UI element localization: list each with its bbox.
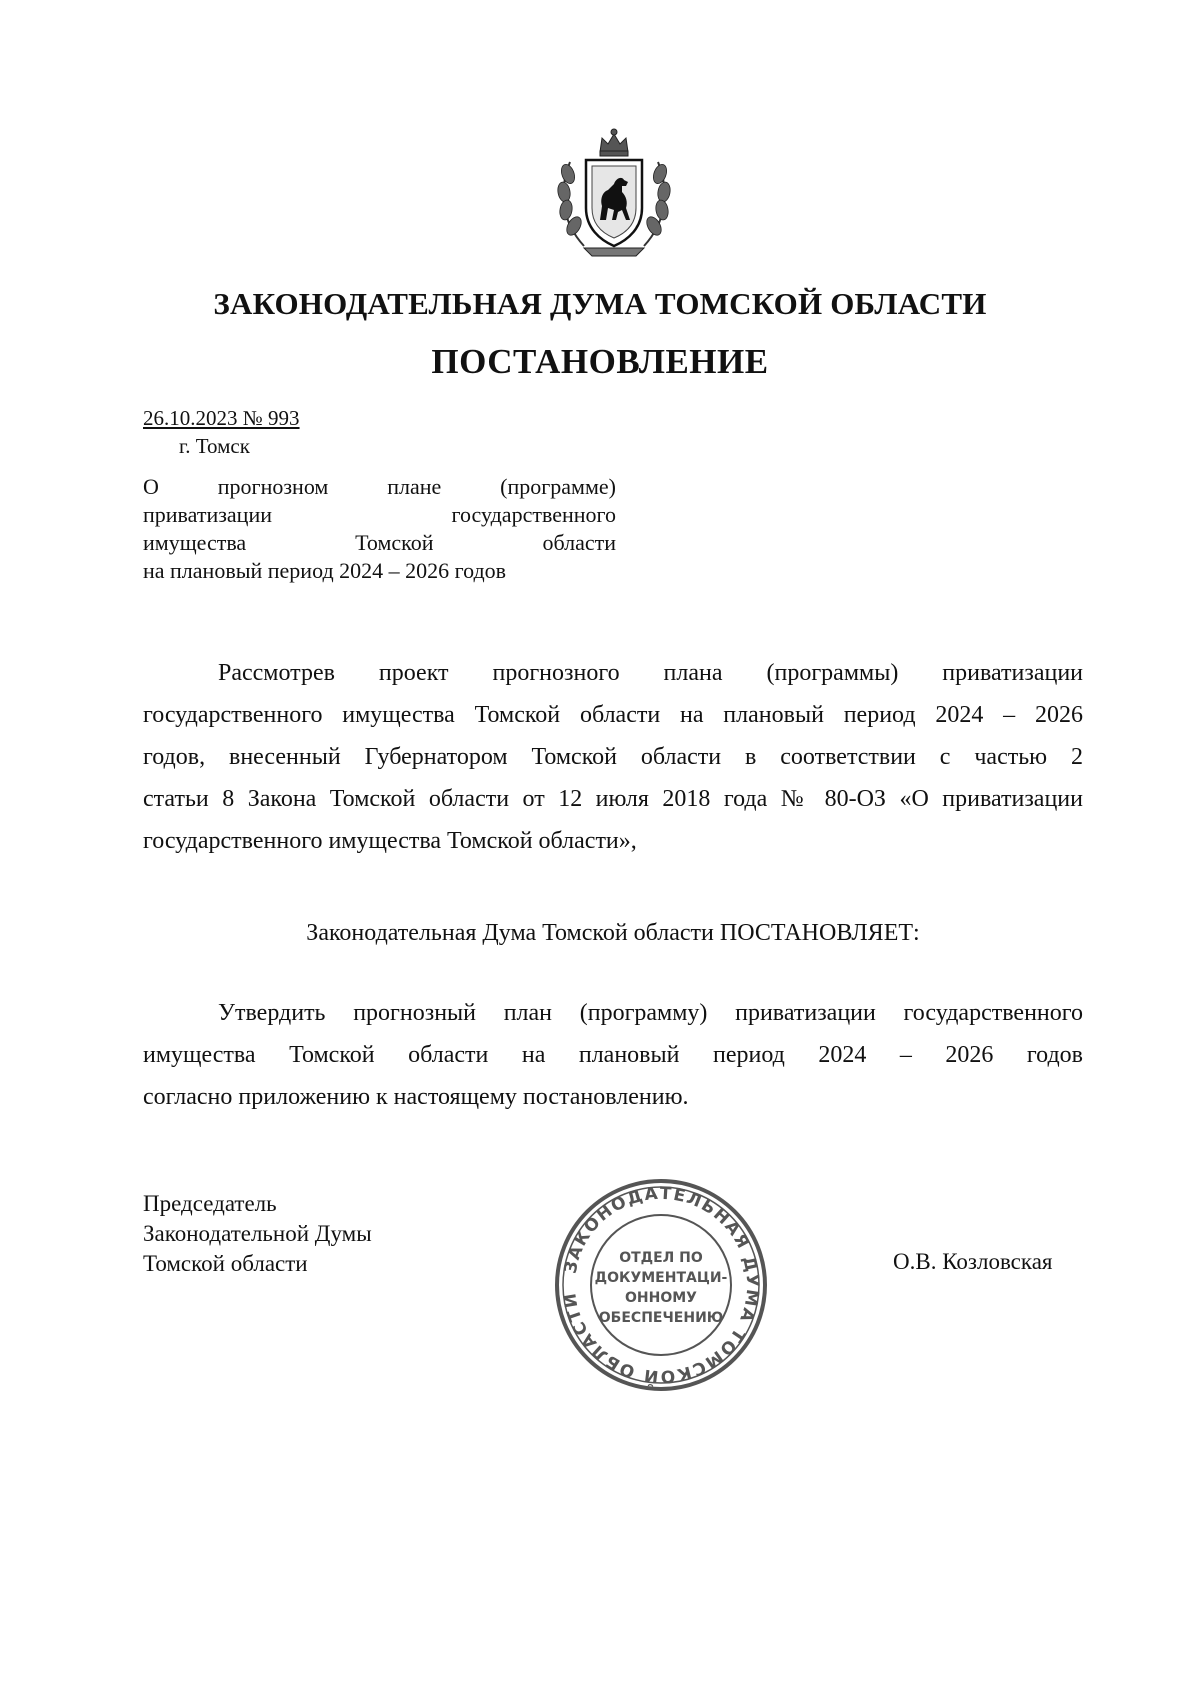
paragraph-line: статьи 8 Закона Томской области от 12 июля 2018 года № 80-ОЗ «О приватизации — [143, 786, 1083, 812]
paragraph-line: годов, внесенный Губернатором Томской области в соответствии с частью 2 — [143, 744, 1083, 770]
document-type-title: ПОСТАНОВЛЕНИЕ — [431, 342, 769, 381]
paragraph-line: согласно приложению к настоящему постановлению. — [143, 1084, 689, 1110]
document-date-number: 26.10.2023 № 993 — [143, 406, 300, 430]
stamp-ring-text: ЗАКОНОДАТЕЛЬНАЯ ДУМА ТОМСКОЙ ОБЛАСТИ — [560, 1183, 763, 1387]
stamp-center-line: ДОКУМЕНТАЦИ- — [594, 1270, 728, 1286]
document-subject — [143, 473, 616, 585]
official-stamp — [552, 1176, 770, 1394]
paragraph-line: Рассмотрев проект прогнозного плана (программы) приватизации — [218, 660, 1083, 686]
paragraph-line: государственного имущества Томской области на плановый период 2024 – 2026 — [143, 702, 1083, 728]
signer-name: О.В. Козловская — [893, 1249, 1053, 1274]
paragraph-line: государственного имущества Томской области», — [143, 828, 637, 854]
stamp-center-line: ОБЕСПЕЧЕНИЮ — [598, 1310, 724, 1326]
signer-position — [143, 1189, 372, 1279]
subject-line: приватизации государственного — [143, 502, 616, 527]
coat-of-arms-icon — [544, 122, 684, 262]
subject-line: имущества Томской области — [143, 530, 616, 555]
signer-position-line: Председатель — [143, 1191, 277, 1216]
stamp-center-line: ОННОМУ — [625, 1290, 697, 1306]
resolution-clause: Законодательная Дума Томской области ПОСТАНОВЛЯЕТ: — [306, 920, 920, 946]
stamp-center-line: ОТДЕЛ ПО — [619, 1250, 703, 1266]
document-city: г. Томск — [179, 434, 250, 458]
subject-line: О прогнозном плане (программе) — [143, 474, 616, 499]
signer-position-line: Законодательной Думы — [143, 1221, 372, 1246]
paragraph-line: Утвердить прогнозный план (программу) приватизации государственного — [218, 1000, 1083, 1026]
subject-line: на плановый период 2024 – 2026 годов — [143, 558, 507, 583]
organization-title: ЗАКОНОДАТЕЛЬНАЯ ДУМА ТОМСКОЙ ОБЛАСТИ — [213, 286, 987, 321]
paragraph-line: имущества Томской области на плановый период 2024 – 2026 годов — [143, 1042, 1083, 1068]
signer-position-line: Томской области — [143, 1251, 308, 1276]
decision-paragraph — [143, 992, 1083, 1118]
preamble-paragraph — [143, 652, 1083, 862]
